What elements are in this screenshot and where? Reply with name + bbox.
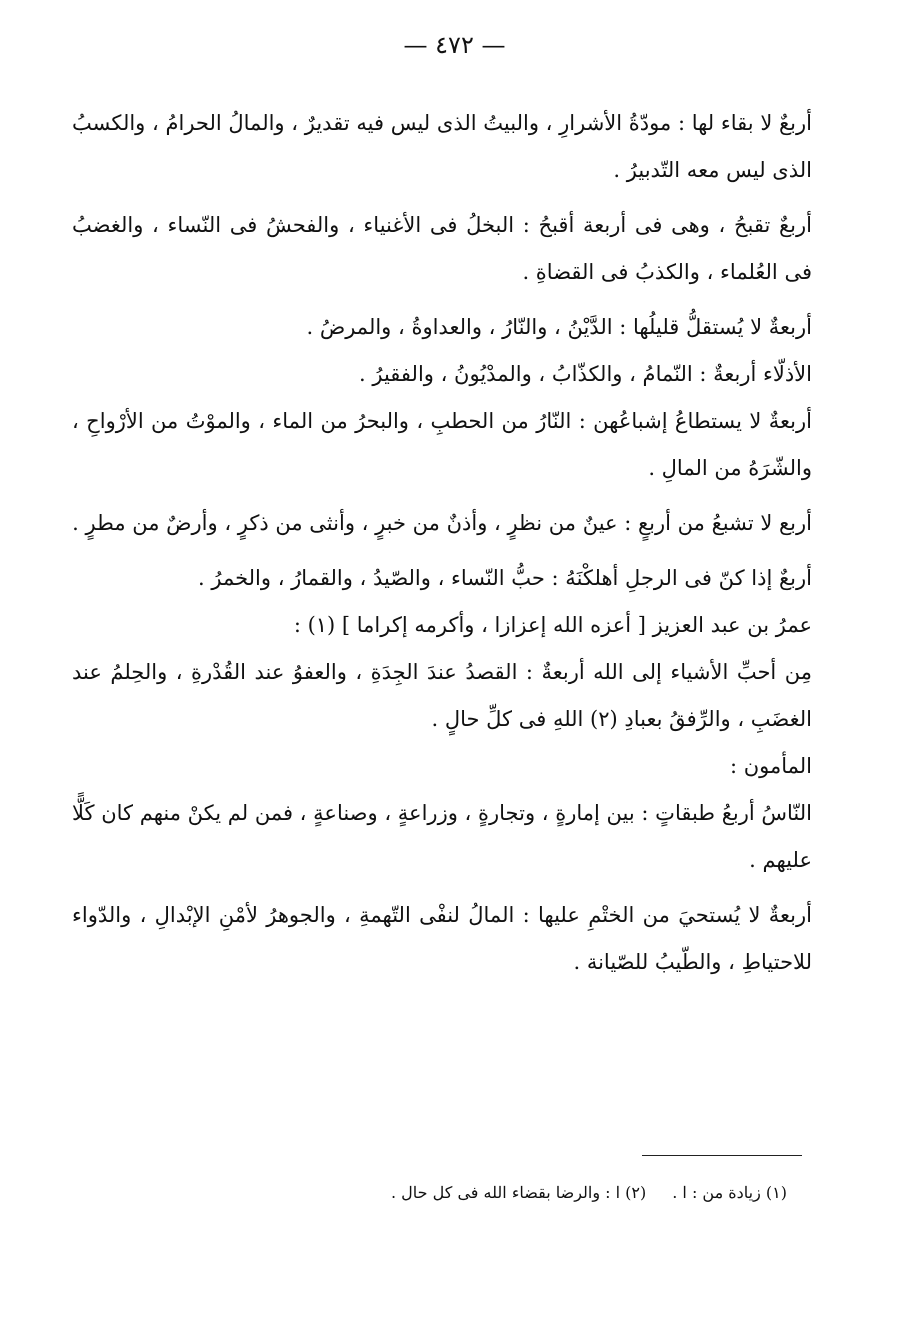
page-number: — ٤٧٢ — bbox=[403, 31, 506, 59]
paragraph-1: أربعٌ لا بقاء لها : مودّةُ الأشرارِ ، والبيتُ الذى ليس فيه تقديرٌ ، والمالُ الحرامُ ، والكسبُ الذى ليس معه التّدبيرُ . bbox=[72, 111, 812, 182]
paragraph-4: الأذلّاء أربعةٌ : النّمامُ ، والكذّابُ ، والمدْيُونُ ، والفقيرُ . bbox=[359, 362, 812, 386]
paragraph-8: عمرُ بن عبد العزيز [ أعزه الله إعزازا ، وأكرمه إكراما ] (١) : bbox=[293, 613, 812, 637]
paragraph-7: أربعٌ إذا كنّ فى الرجلِ أهلكْنَهُ : حبُّ النّساء ، والصّيدُ ، والقمارُ ، والخمرُ . bbox=[198, 566, 812, 590]
paragraph-12: أربعةٌ لا يُستحيَ من الختْمِ عليها : المالُ لنفْى التّهمةِ ، والجوهرُ لأمْنِ الإبْدالِ ، والدّواء للاحتياطِ ، والطّيبُ للصّيانة . bbox=[72, 903, 812, 974]
paragraph-5: أربعةٌ لا يستطاعُ إشباعُهن : النّارُ من الحطبِ ، والبحرُ من الماء ، والموْتُ من الأرْواحِ ، والشّرَهُ من المالِ . bbox=[72, 409, 812, 480]
footnotes bbox=[72, 1180, 787, 1206]
paragraph-6: أربع لا تشبعُ من أربعٍ : عينٌ من نظرٍ ، وأذنٌ من خبرٍ ، وأنثى من ذكرٍ ، وأرضٌ من مطرٍ . bbox=[72, 511, 812, 535]
footnote-2: (٢) ا : والرضا بقضاء الله فى كل حال . bbox=[391, 1183, 647, 1202]
footnote-divider bbox=[642, 1155, 802, 1156]
footnote-1: (١) زيادة من : ا . bbox=[672, 1183, 787, 1202]
paragraph-11: النّاسُ أربعُ طبقاتٍ : بين إمارةٍ ، وتجارةٍ ، وزراعةٍ ، وصناعةٍ ، فمن لم يكنْ منهم كان كَلًّا عليهم . bbox=[72, 801, 812, 872]
paragraph-10: المأمون : bbox=[729, 754, 812, 778]
main-text bbox=[72, 100, 812, 986]
paragraph-3: أربعةٌ لا يُستقلُّ قليلُها : الدَّيْنُ ، والنّارُ ، والعداوةُ ، والمرضُ . bbox=[306, 315, 812, 339]
paragraph-2: أربعٌ تقبحُ ، وهى فى أربعة أقبحُ : البخلُ فى الأغنياء ، والفحشُ فى النّساء ، والغضبُ فى العُلماء ، والكذبُ فى القضاةِ . bbox=[72, 213, 812, 284]
paragraph-9: مِن أحبِّ الأشياء إلى الله أربعةٌ : القصدُ عندَ الجِدَةِ ، والعفوُ عند القُدْرةِ ، والحِلمُ عند الغضَبِ ، والرِّفقُ بعبادِ (٢) اللهِ فى كلِّ حالٍ . bbox=[72, 660, 812, 731]
